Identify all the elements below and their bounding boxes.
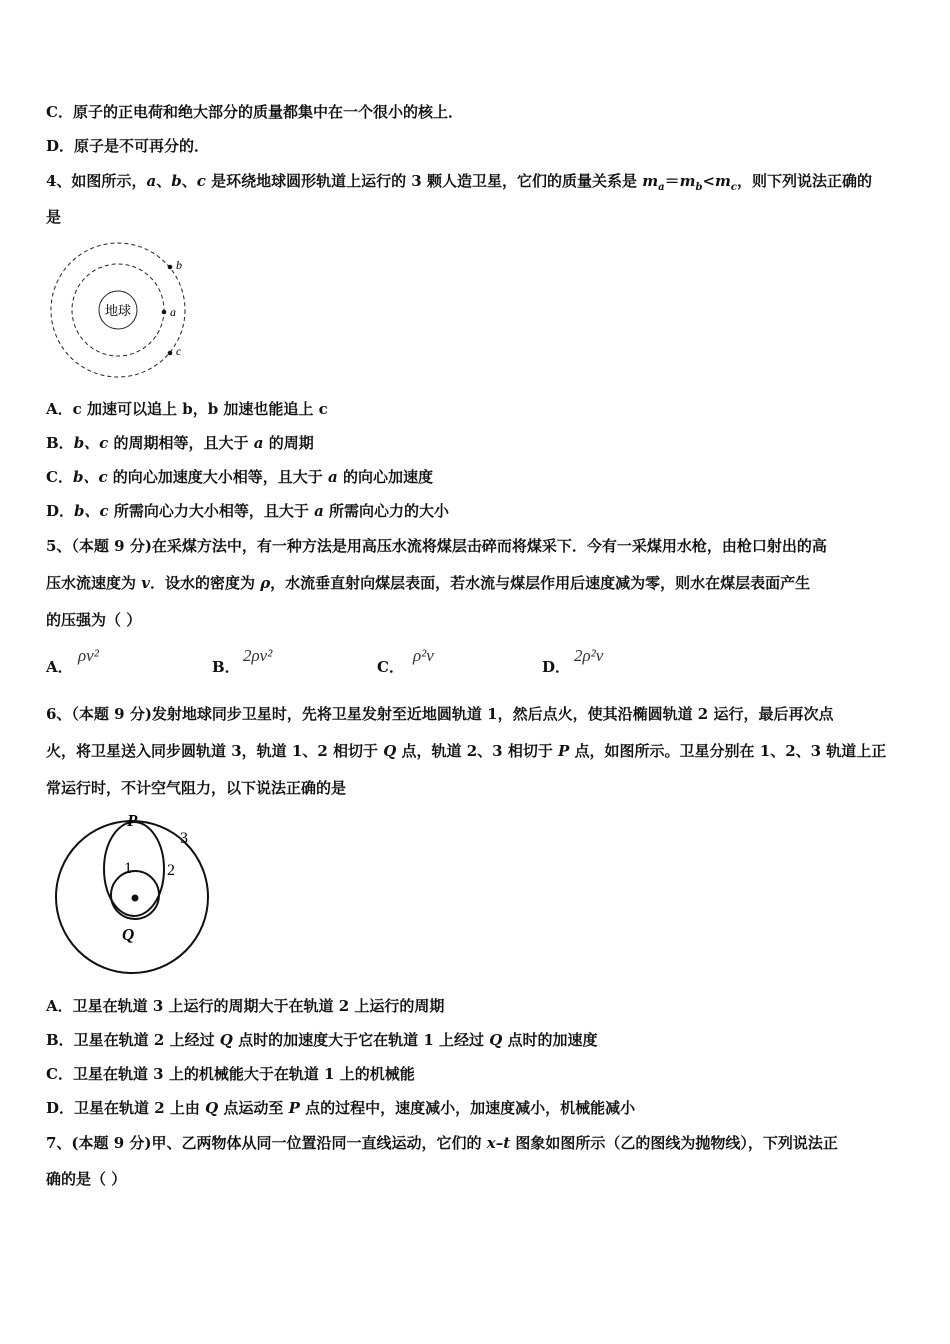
label-2: 2 [167,862,175,879]
earth-label: 地球 [104,303,132,318]
q4-orbit-figure [46,238,196,383]
q5-option-b-label: B． [212,658,240,676]
q6-orbit-figure [50,806,220,978]
q4-option-b: B．b、c 的周期相等，且大于 a 的周期 [46,434,314,452]
q5-option-b-formula: 2ρv² [243,646,273,665]
q5-option-d-label: D． [542,658,571,676]
q4-stem-line2: 是 [46,208,62,226]
q6-stem-line1: 6、（本题 9 分)发射地球同步卫星时，先将卫星发射至近地圆轨道 1，然后点火，使其沿椭圆轨道 2 运行，最后再次点 [46,705,834,723]
q5-option-d-formula: 2ρ²v [574,646,604,665]
q3-option-c: C．原子的正电荷和绝大部分的质量都集中在一个很小的核上． [46,103,463,121]
q4-option-d: D．b、c 所需向心力大小相等，且大于 a 所需向心力的大小 [46,502,450,520]
satellite-a-label: a [170,305,176,319]
satellite-b-label: b [176,258,182,272]
q6-option-a: A．卫星在轨道 3 上运行的周期大于在轨道 2 上运行的周期 [46,997,445,1015]
q5-option-c-formula: ρ²v [413,646,434,665]
q5-option-a-formula: ρv² [78,646,99,665]
satellite-a-dot [162,310,167,315]
q6-option-d: D．卫星在轨道 2 上由 Q 点运动至 P 点的过程中，速度减小，加速度减小，机械能减小 [46,1099,636,1117]
satellite-c-label: c [176,344,182,358]
satellite-c-dot [168,351,173,356]
label-q: Q [122,925,135,944]
earth-dot [132,895,139,902]
q4-option-c: C．b、c 的向心加速度大小相等，且大于 a 的向心加速度 [46,468,433,486]
q4-option-a: A．c 加速可以追上 b，b 加速也能追上 c [46,400,328,418]
q5-stem-line2: 压水流速度为 v．设水的密度为 ρ，水流垂直射向煤层表面，若水流与煤层作用后速度减为零，则水在煤层表面产生 [46,574,811,592]
satellite-b-dot [168,265,173,270]
q4-stem-line1: 4、如图所示，a、b、c 是环绕地球圆形轨道上运行的 3 颗人造卫星，它们的质量关系是 $m_a=m_b<m_c$，则下列说法正确的 [46,172,873,193]
q5-option-c-label: C． [377,658,404,676]
q7-stem-line2: 确的是（ ） [46,1170,127,1188]
q6-option-b: B．卫星在轨道 2 上经过 Q 点时的加速度大于它在轨道 1 上经过 Q 点时的加速度 [46,1031,598,1049]
label-1: 1 [124,860,132,877]
q6-option-c: C．卫星在轨道 3 上的机械能大于在轨道 1 上的机械能 [46,1065,415,1083]
q5-stem-line1: 5、（本题 9 分)在采煤方法中，有一种方法是用高压水流将煤层击碎而将煤采下．今有一采煤用水枪，由枪口射出的高 [46,537,827,555]
q7-stem-line1: 7、(本题 9 分)甲、乙两物体从同一位置沿同一直线运动，它们的 x–t 图象如图所示（乙的图线为抛物线），下列说法正 [46,1134,838,1152]
q3-option-d: D．原子是不可再分的． [46,137,210,155]
label-3: 3 [180,830,188,847]
q6-stem-line2: 火，将卫星送入同步圆轨道 3，轨道 1、2 相切于 Q 点，轨道 2、3 相切于 P 点，如图所示。卫星分别在 1、2、3 轨道上正 [46,742,887,760]
q5-option-a-label: A． [46,658,73,676]
label-p: P [127,811,138,830]
q6-stem-line3: 常运行时，不计空气阻力，以下说法正确的是 [46,779,347,797]
q5-stem-line3: 的压强为（ ） [46,611,142,629]
